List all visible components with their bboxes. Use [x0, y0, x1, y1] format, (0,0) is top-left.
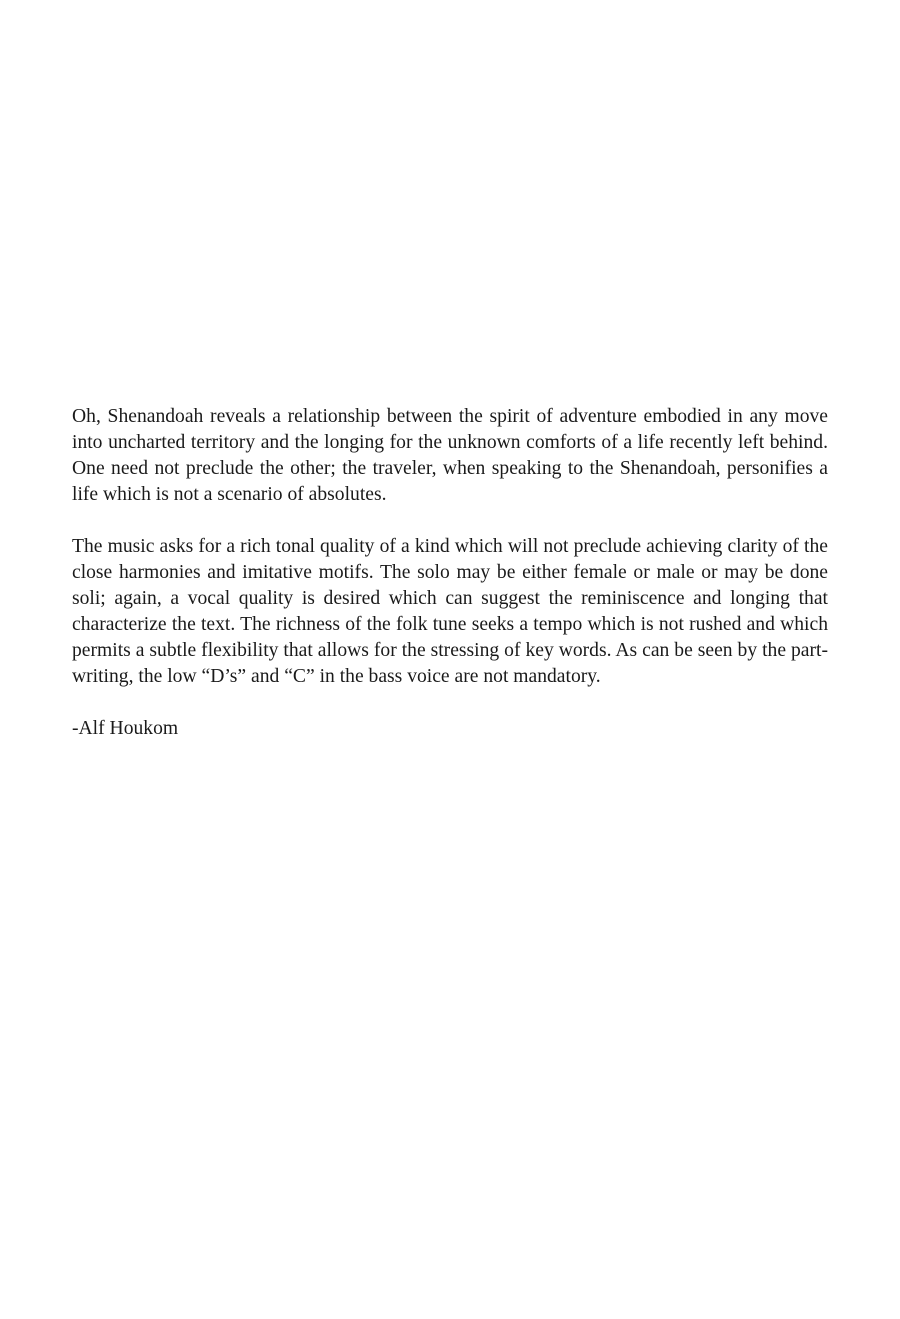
author-signature: -Alf Houkom — [72, 718, 179, 739]
program-note — [72, 404, 828, 742]
paragraph-intro: Oh, Shenandoah reveals a relationship between the spirit of adventure embodied in any move into uncharted territory and the longing for the unknown comforts of a life recently left behind. One need not preclude the other; the traveler, when speaking to the Shenandoah, personifies a life which is not a scenario of absolutes. — [72, 406, 828, 505]
paragraph-performance-notes: The music asks for a rich tonal quality of a kind which will not preclude achieving clarity of the close harmonies and imitative motifs. The solo may be either female or male or may be done soli; again, a vocal quality is desired which can suggest the reminiscence and longing that characterize the text. The richness of the folk tune seeks a tempo which is not rushed and which permits a subtle flexibility that allows for the stressing of key words. As can be seen by the part-writing, the low “D’s” and “C” in the bass voice are not mandatory. — [72, 536, 828, 687]
